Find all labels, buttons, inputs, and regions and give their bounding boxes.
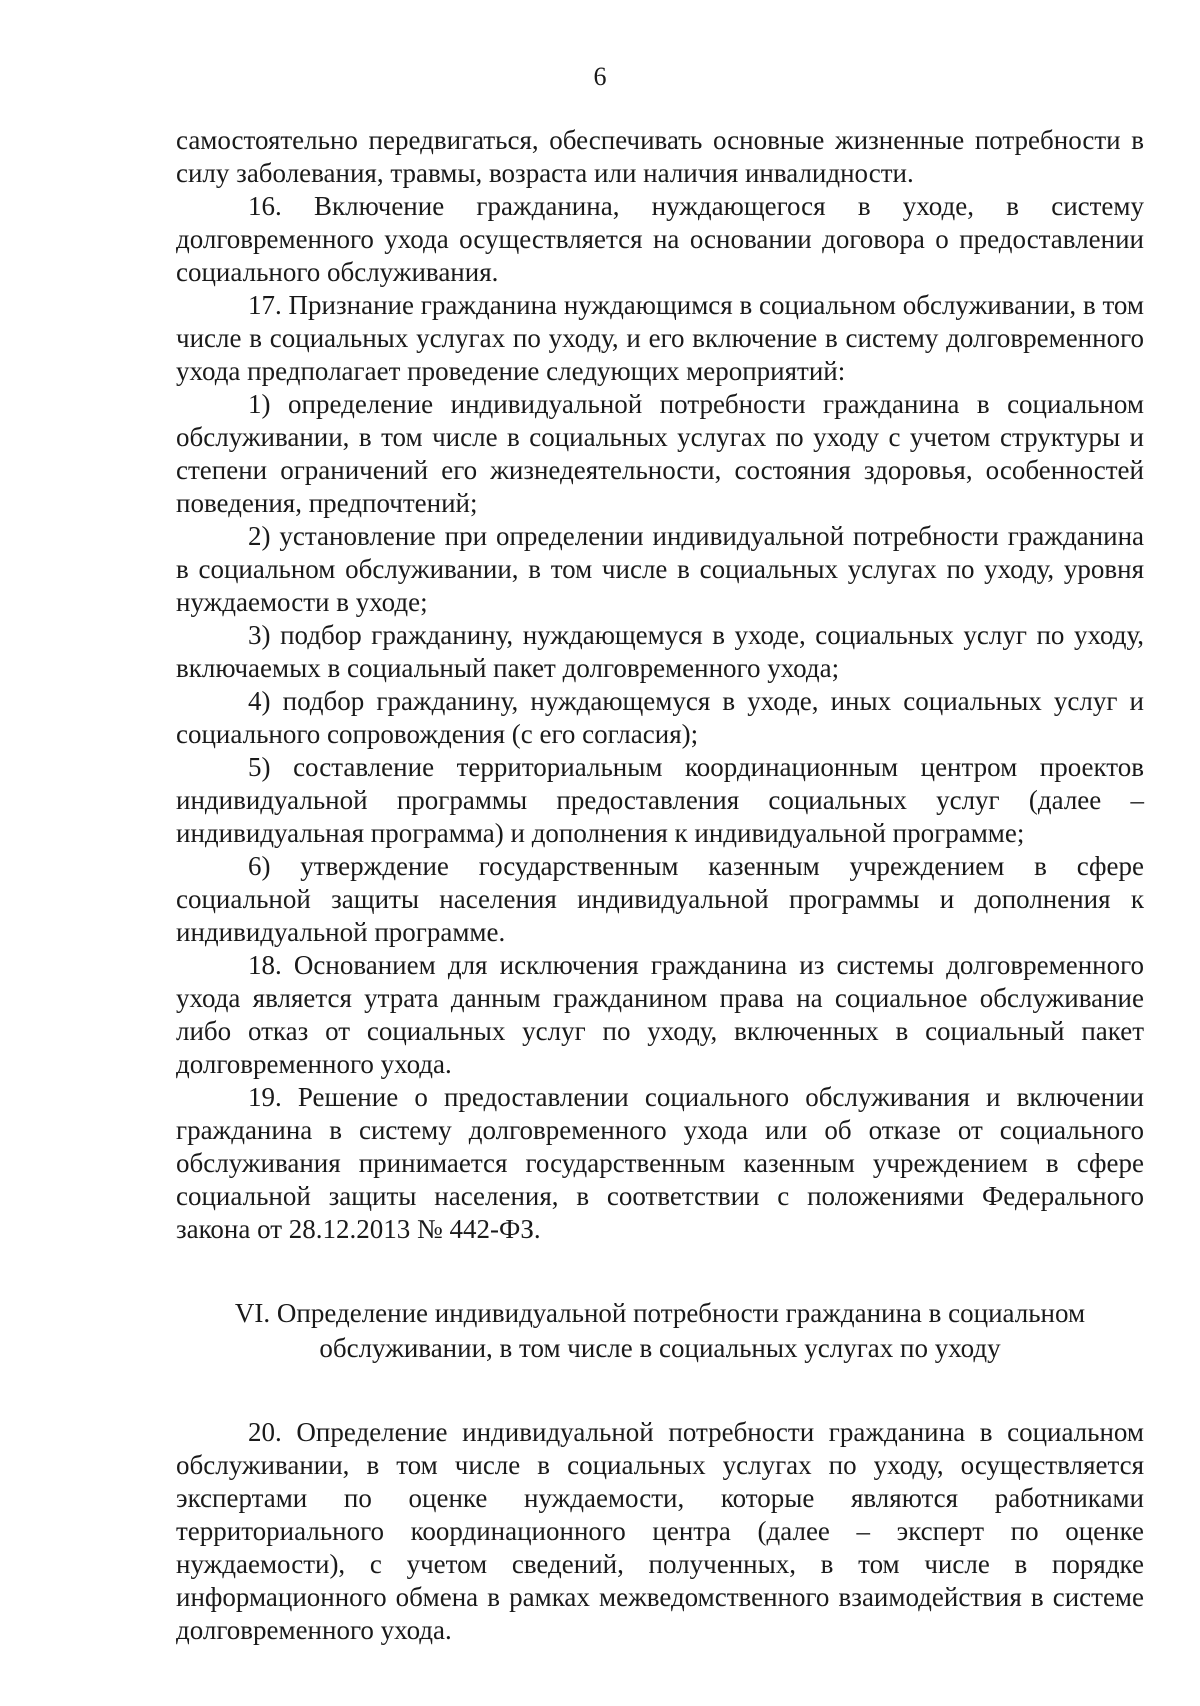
paragraph-17: 17. Признание гражданина нуждающимся в социальном обслуживании, в том числе в социальных услугах по уходу, и его включение в систему долговременного ухода предполагает проведение следующих мероприятий: (176, 290, 1144, 386)
document-body (176, 124, 1144, 1647)
section-heading (176, 1296, 1144, 1366)
list-item-4: 4) подбор гражданину, нуждающемуся в уходе, иных социальных услуг и социального сопровождения (с его согласия); (176, 686, 1144, 749)
list-item-3: 3) подбор гражданину, нуждающемуся в уходе, социальных услуг по уходу, включаемых в социальный пакет долговременного ухода; (176, 620, 1144, 683)
paragraph-19: 19. Решение о предоставлении социального обслуживания и включении гражданина в систему долговременного ухода или об отказе от социального обслуживания принимается государственным казенным учреждением в сфере социальной защиты населения, в соответствии с положениями Федерального закона от 28.12.2013 № 442-ФЗ. (176, 1082, 1144, 1244)
section-heading-line-2: обслуживании, в том числе в социальных услугах по уходу (319, 1333, 1001, 1363)
list-item-5: 5) составление территориальным координационным центром проектов индивидуальной программы предоставления социальных услуг (далее – индивидуальная программа) и дополнения к индивидуальной программе; (176, 752, 1144, 848)
list-item-2: 2) установление при определении индивидуальной потребности гражданина в социальном обслуживании, в том числе в социальных услугах по уходу, уровня нуждаемости в уходе; (176, 521, 1144, 617)
page-number: 6 (593, 62, 607, 91)
list-item-6: 6) утверждение государственным казенным учреждением в сфере социальной защиты населения индивидуальной программы и дополнения к индивидуальной программе. (176, 851, 1144, 947)
list-item-1: 1) определение индивидуальной потребности гражданина в социальном обслуживании, в том числе в социальных услугах по уходу с учетом структуры и степени ограничений его жизнедеятельности, состояния здоровья, особенностей поведения, предпочтений; (176, 389, 1144, 518)
paragraph-18: 18. Основанием для исключения гражданина из системы долговременного ухода является утрата данным гражданином права на социальное обслуживание либо отказ от социальных услуг по уходу, включенных в социальный пакет долговременного ухода. (176, 950, 1144, 1079)
paragraph-16: 16. Включение гражданина, нуждающегося в уходе, в систему долговременного ухода осуществляется на основании договора о предоставлении социального обслуживания. (176, 191, 1144, 287)
paragraph-continuation: самостоятельно передвигаться, обеспечивать основные жизненные потребности в силу заболевания, травмы, возраста или наличия инвалидности. (176, 125, 1144, 188)
section-heading-line-1: VI. Определение индивидуальной потребности гражданина в социальном (234, 1298, 1086, 1328)
paragraph-20: 20. Определение индивидуальной потребности гражданина в социальном обслуживании, в том числе в социальных услугах по уходу, осуществляется экспертами по оценке нуждаемости, которые являются работниками территориального координационного центра (далее – эксперт по оценке нуждаемости), с учетом сведений, полученных, в том числе в порядке информационного обмена в рамках межведомственного взаимодействия в системе долговременного ухода. (176, 1417, 1144, 1645)
